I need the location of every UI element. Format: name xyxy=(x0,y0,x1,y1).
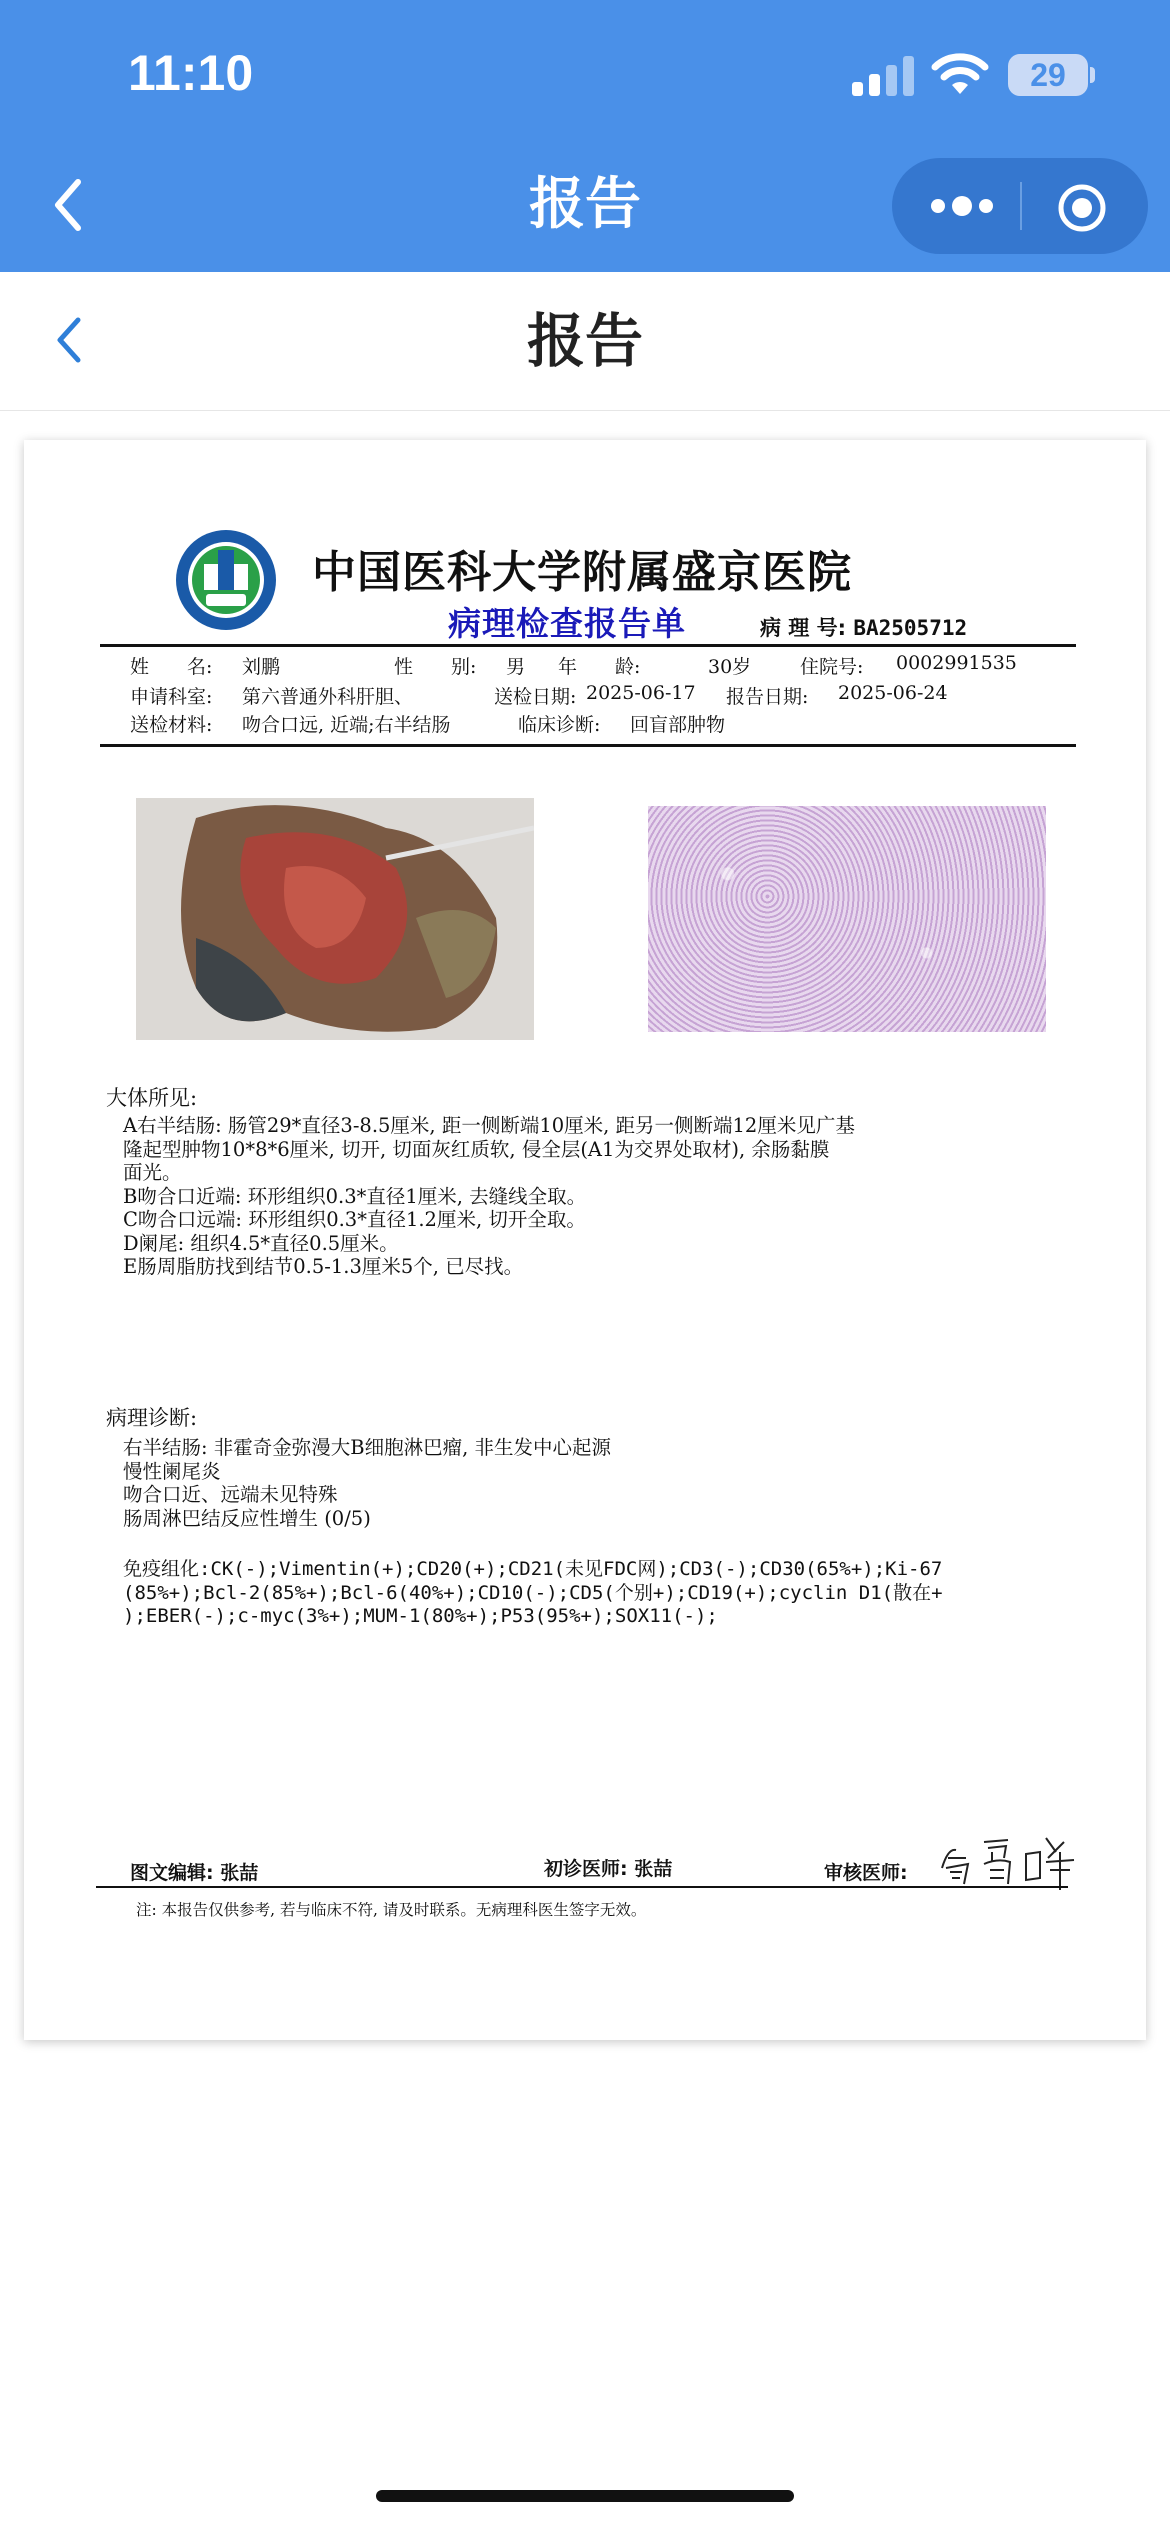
material-label: 送检材料: xyxy=(130,714,213,736)
patient-sex: 男 xyxy=(506,656,526,678)
hospital-name: 中国医科大学附属盛京医院 xyxy=(312,547,852,598)
gross-findings xyxy=(123,1114,1063,1279)
first-doctor-label: 初诊医师: xyxy=(544,1858,628,1880)
diagnosis-line: 右半结肠: 非霍奇金弥漫大B细胞淋巴瘤, 非生发中心起源 xyxy=(123,1436,611,1459)
admission-label: 住院号: xyxy=(800,656,864,678)
gross-heading: 大体所见: xyxy=(106,1086,198,1110)
status-time: 11:10 xyxy=(128,45,254,101)
pathology-number xyxy=(760,612,967,642)
report-date-label: 报告日期: xyxy=(726,686,809,708)
page-header xyxy=(0,272,1170,411)
close-miniprogram-icon[interactable] xyxy=(1056,182,1108,234)
gross-line: D阑尾: 组织4.5*直径0.5厘米。 xyxy=(123,1231,399,1255)
diagnosis-heading: 病理诊断: xyxy=(106,1406,198,1430)
material-value: 吻合口远, 近端;右半结肠 xyxy=(242,714,451,736)
handwritten-signature xyxy=(936,1828,1086,1892)
submit-date: 2025-06-17 xyxy=(586,682,696,704)
name-label: 姓 名: xyxy=(130,656,213,678)
first-doctor-signature xyxy=(544,1854,672,1881)
nav-title: 报告 xyxy=(529,172,641,237)
diagnosis-line: 慢性阑尾炎 xyxy=(123,1459,221,1483)
gross-line: 隆起型肿物10*8*6厘米, 切开, 切面灰红质软, 侵全层(A1为交界处取材), 余肠黏膜 xyxy=(123,1137,830,1161)
header-rule-top xyxy=(100,644,1076,647)
gross-line: C吻合口远端: 环形组织0.3*直径1.2厘米, 切开全取。 xyxy=(123,1208,586,1231)
signature-rule xyxy=(96,1886,1068,1888)
app-header xyxy=(0,0,1170,272)
clinical-diag-value: 回盲部肿物 xyxy=(630,714,726,736)
editor-name: 张喆 xyxy=(220,1862,259,1884)
report-date: 2025-06-24 xyxy=(838,682,948,704)
pathology-number-label: 病 理 号: xyxy=(760,616,847,640)
review-doctor-label: 审核医师: xyxy=(824,1862,908,1884)
gross-line: E肠周脂肪找到结节0.5-1.3厘米5个, 已尽找。 xyxy=(123,1255,524,1278)
ihc-line: 免疫组化:CK(-);Vimentin(+);CD20(+);CD21(未见FDC网);CD3(-);CD30(65%+);Ki-67 xyxy=(123,1558,943,1580)
gross-line: A右半结肠: 肠管29*直径3-8.5厘米, 距一侧断端10厘米, 距另一侧断端12厘米见广基 xyxy=(123,1114,855,1137)
header-rule-bottom xyxy=(100,744,1076,747)
admission-number: 0002991535 xyxy=(896,652,1017,674)
submit-date-label: 送检日期: xyxy=(494,686,577,708)
gross-line: 面光。 xyxy=(123,1161,182,1184)
gross-line: B吻合口近端: 环形组织0.3*直径1厘米, 去缝线全取。 xyxy=(123,1184,587,1208)
hospital-logo xyxy=(174,528,278,632)
battery-nub xyxy=(1090,67,1095,83)
signal-icon xyxy=(852,54,914,96)
first-doctor-name: 张喆 xyxy=(634,1858,673,1880)
patient-age: 30岁 xyxy=(708,656,752,678)
request-dept: 第六普通外科肝胆、 xyxy=(242,686,414,708)
miniprogram-capsule xyxy=(892,158,1148,254)
ihc-line: );EBER(-);c-myc(3%+);MUM-1(80%+);P53(95%+);SOX11(-); xyxy=(123,1605,718,1627)
patient-name: 刘鹏 xyxy=(242,656,281,678)
age-label: 年 龄: xyxy=(558,656,641,678)
disclaimer-note: 注: 本报告仅供参考, 若与临床不符, 请及时联系。无病理科医生签字无效。 xyxy=(136,1901,647,1919)
gross-specimen-photo xyxy=(136,798,534,1040)
capsule-divider xyxy=(1020,182,1022,230)
more-icon[interactable] xyxy=(926,182,998,230)
clinical-diag-label: 临床诊断: xyxy=(518,714,601,736)
report-title: 病理检查报告单 xyxy=(448,604,686,643)
editor-label: 图文编辑: xyxy=(130,1862,214,1884)
diagnosis-findings xyxy=(123,1436,1063,1530)
page-title: 报告 xyxy=(526,307,643,375)
report-document xyxy=(24,440,1146,2040)
ihc-results xyxy=(123,1558,1063,1629)
editor-signature xyxy=(130,1858,258,1885)
diagnosis-line: 肠周淋巴结反应性增生 (0/5) xyxy=(123,1506,371,1530)
battery-level: 29 xyxy=(1030,57,1066,93)
microscopy-photo xyxy=(648,806,1046,1032)
ihc-line: (85%+);Bcl-2(85%+);Bcl-6(40%+);CD10(-);CD5(个别+);CD19(+);cyclin D1(散在+ xyxy=(123,1581,943,1604)
pathology-number-value: BA2505712 xyxy=(853,616,968,640)
wifi-icon xyxy=(930,50,990,96)
diagnosis-line: 吻合口近、远端未见特殊 xyxy=(123,1483,338,1506)
home-indicator[interactable] xyxy=(376,2490,794,2502)
review-doctor-signature xyxy=(824,1858,908,1885)
dept-label: 申请科室: xyxy=(130,686,213,708)
sex-label: 性 别: xyxy=(394,656,477,678)
